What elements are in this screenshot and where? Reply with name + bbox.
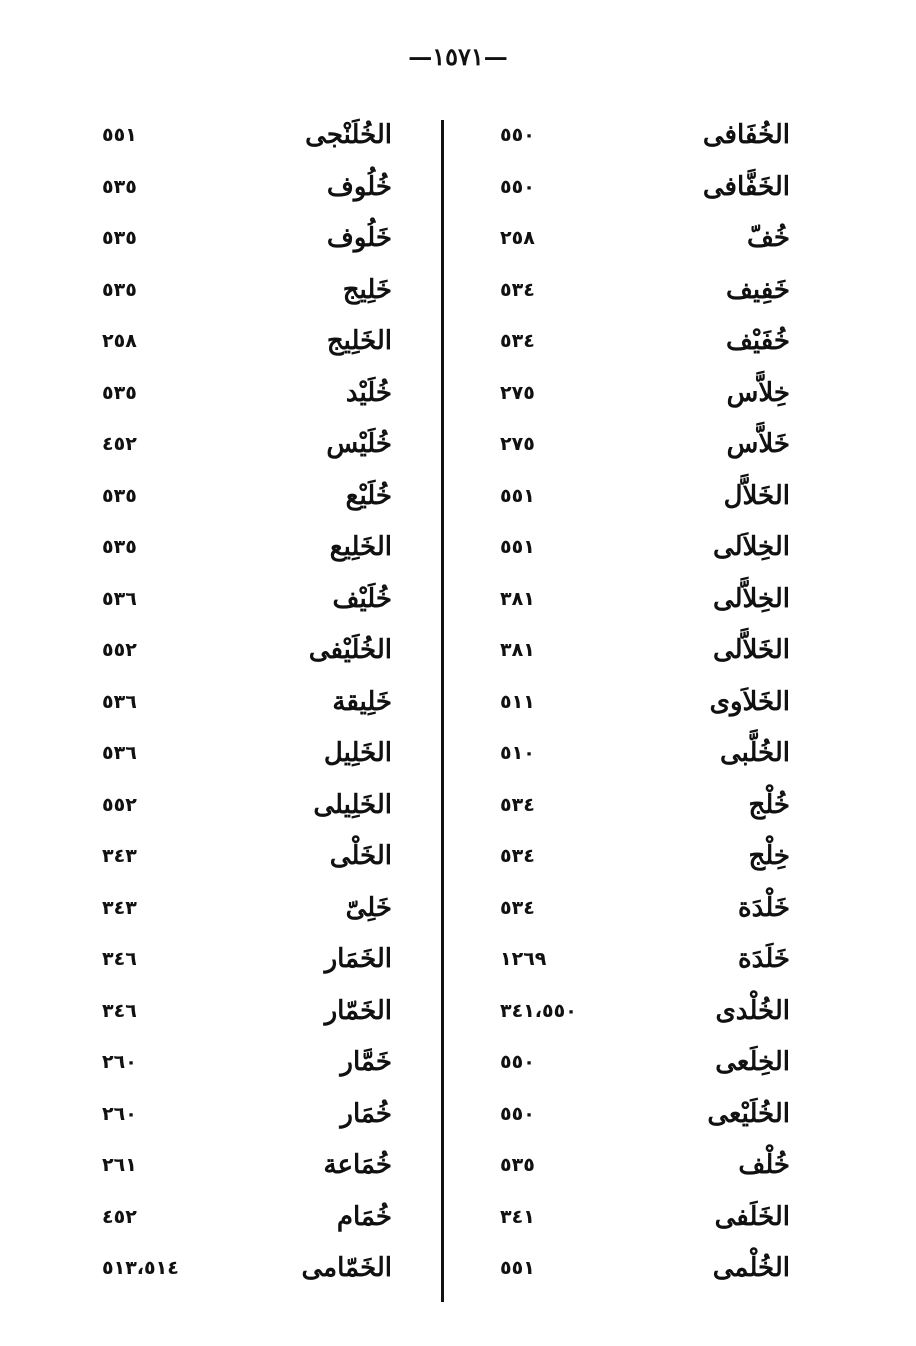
index-entry: [490, 318, 790, 370]
left-column: [92, 112, 392, 1297]
entry-page-number: ٣٤٦: [102, 999, 137, 1022]
index-entry: [490, 833, 790, 885]
index-entry: [92, 421, 392, 473]
entry-page-number: ٥٣٥: [102, 278, 137, 301]
entry-page-number: ٥٣٤: [500, 896, 535, 919]
entry-page-number: ٥٣٥: [102, 175, 137, 198]
entry-word: الخِلاَّلى: [712, 583, 790, 614]
entry-word: خُلْف: [738, 1150, 790, 1180]
entry-page-number: ٣٨١: [500, 587, 535, 610]
entry-page-number: ٥٣٤: [500, 278, 535, 301]
index-entry: [92, 1091, 392, 1143]
index-entry: [92, 988, 392, 1040]
entry-page-number: ٣٤٣: [102, 896, 137, 919]
entry-page-number: ٢٧٥: [500, 433, 535, 455]
entry-page-number: ٥١١: [500, 690, 535, 713]
entry-word: خُمَاعة: [323, 1150, 392, 1180]
index-entry: [490, 473, 790, 525]
entry-word: خُلَيْد: [345, 377, 392, 408]
entry-word: الخَفَّافى: [702, 171, 790, 202]
entry-page-number: ٥٣٥: [102, 381, 137, 404]
entry-page-number: ٣٤٣: [102, 845, 137, 867]
entry-word: خُلَيْف: [332, 583, 392, 614]
entry-page-number: ٥٥١: [500, 484, 535, 507]
entry-page-number: ٥٥١: [500, 1257, 535, 1279]
entry-page-number: ٥٣٤: [500, 845, 535, 867]
column-divider: [441, 120, 444, 1302]
index-entry: [490, 524, 790, 576]
entry-page-number: ٥٣٤: [500, 330, 535, 352]
entry-word: خَلاَّس: [726, 429, 790, 459]
page-number: —١٥٧١—: [408, 42, 508, 71]
entry-page-number: ٥٣٥: [102, 536, 137, 558]
index-entry: [490, 267, 790, 319]
index-entry: [92, 215, 392, 267]
index-entry: [490, 1194, 790, 1246]
entry-word: خَلْدَة: [738, 892, 790, 923]
entry-word: الخَمَار: [324, 944, 392, 974]
entry-word: الخَلاَّل: [723, 480, 790, 511]
entry-page-number: ٥١٠: [500, 742, 535, 764]
entry-page-number: ٢٥٨: [102, 330, 137, 352]
entry-page-number: ٤٥٢: [102, 1205, 137, 1228]
entry-word: الخُلَنْجى: [305, 120, 392, 150]
entry-word: خِلاَّس: [726, 377, 790, 408]
entry-page-number: ٥٥١: [102, 124, 137, 146]
entry-word: خَفِيف: [726, 274, 790, 305]
index-entry: [490, 1142, 790, 1194]
entry-word: خِلْج: [748, 841, 790, 871]
index-entry: [490, 627, 790, 679]
index-entry: [490, 1091, 790, 1143]
index-entry: [490, 1039, 790, 1091]
entry-page-number: ٤٥٢: [102, 433, 137, 455]
index-entry: [92, 267, 392, 319]
entry-word: الخَلَفى: [714, 1201, 790, 1232]
entry-page-number: ٢٦٠: [102, 1102, 137, 1125]
entry-word: الخُفَافى: [702, 120, 790, 150]
index-entry: [490, 215, 790, 267]
index-entry: [92, 782, 392, 834]
index-entry: [490, 936, 790, 988]
index-entry: [92, 627, 392, 679]
entry-word: خُمَام: [336, 1201, 392, 1232]
entry-word: الخُلْدى: [715, 995, 790, 1026]
entry-word: الخَلِيلى: [313, 789, 392, 820]
entry-word: خَلِيقة: [332, 686, 392, 717]
entry-word: خَلُوف: [326, 223, 392, 253]
entry-page-number: ٢٥٨: [500, 227, 535, 249]
entry-word: الخَلْى: [329, 841, 392, 871]
entry-word: الخَمّار: [324, 995, 392, 1026]
entry-page-number: ٥٣٦: [102, 742, 137, 764]
entry-word: الخُلَيْعى: [707, 1098, 790, 1129]
entry-page-number: ٣٤٦: [102, 948, 137, 970]
index-entry: [490, 370, 790, 422]
entry-word: خُمَار: [340, 1098, 392, 1129]
index-entry: [490, 421, 790, 473]
entry-word: خُلُوف: [326, 171, 392, 202]
entry-page-number: ٥٥٢: [102, 793, 137, 816]
index-entry: [490, 1245, 790, 1297]
entry-page-number: ٥٥٠: [500, 175, 535, 198]
entry-page-number: ٣٤١: [500, 1205, 535, 1228]
entry-page-number: ٢٧٥: [500, 381, 535, 404]
index-entry: [490, 112, 790, 164]
index-entry: [490, 679, 790, 731]
entry-word: الخَلِيع: [329, 532, 392, 562]
entry-page-number: ٥٣٥: [102, 484, 137, 507]
index-entry: [490, 988, 790, 1040]
right-column: [490, 112, 790, 1297]
index-entry: [92, 370, 392, 422]
entry-page-number: ٥٥٠: [500, 1051, 535, 1073]
entry-page-number: ٥٣٦: [102, 587, 137, 610]
entry-word: الخَلِيج: [326, 326, 392, 356]
entry-page-number: ٢٦١: [102, 1154, 137, 1176]
index-entry: [490, 576, 790, 628]
entry-page-number: ٢٦٠: [102, 1051, 137, 1073]
index-entry: [92, 1142, 392, 1194]
index-entry: [490, 730, 790, 782]
entry-word: خُلَيْع: [345, 480, 392, 511]
entry-page-number: ٥٥١: [500, 536, 535, 558]
entry-page-number: ٥٥٠: [500, 124, 535, 146]
entry-word: الخِلَعى: [715, 1047, 790, 1077]
entry-word: خُلْج: [748, 789, 790, 820]
index-entry: [490, 885, 790, 937]
index-entry: [92, 1194, 392, 1246]
index-entry: [490, 164, 790, 216]
index-entry: [92, 1039, 392, 1091]
index-entry: [490, 782, 790, 834]
entry-word: الخَلاَّلى: [712, 635, 790, 665]
entry-page-number: ٥٥٢: [102, 639, 137, 661]
entry-word: خَلِىّ: [345, 892, 392, 923]
entry-word: خَلَدَة: [738, 944, 790, 974]
index-entry: [92, 679, 392, 731]
entry-page-number: ٣٤١،٥٥٠: [500, 999, 577, 1022]
entry-page-number: ٣٨١: [500, 639, 535, 661]
index-entry: [92, 112, 392, 164]
entry-page-number: ٥١٣،٥١٤: [102, 1257, 179, 1279]
entry-word: خَلِيج: [342, 274, 392, 305]
entry-word: الخَلاَوى: [709, 686, 790, 717]
index-entry: [92, 524, 392, 576]
index-entry: [92, 936, 392, 988]
index-entry: [92, 885, 392, 937]
entry-page-number: ٥٥٠: [500, 1102, 535, 1125]
entry-page-number: ١٢٦٩: [500, 948, 547, 970]
entry-word: الخُلَّبى: [719, 738, 790, 768]
entry-word: الخِلاَلى: [712, 532, 790, 562]
index-entry: [92, 318, 392, 370]
entry-word: خُفّ: [747, 223, 790, 253]
index-entry: [92, 833, 392, 885]
index-entry: [92, 576, 392, 628]
entry-word: الخُلَيْفى: [308, 635, 392, 665]
index-entry: [92, 1245, 392, 1297]
entry-page-number: ٥٣٥: [500, 1154, 535, 1176]
entry-word: خَمَّار: [340, 1047, 392, 1077]
entry-word: خُفَيْف: [726, 326, 790, 356]
entry-word: الخَلِيل: [323, 738, 392, 768]
entry-word: خُلَيْس: [326, 429, 392, 459]
entry-page-number: ٥٣٦: [102, 690, 137, 713]
index-entry: [92, 164, 392, 216]
entry-page-number: ٥٣٥: [102, 227, 137, 249]
index-entry: [92, 473, 392, 525]
index-entry: [92, 730, 392, 782]
entry-word: الخُلْمى: [712, 1253, 790, 1283]
entry-word: الخَمّامى: [301, 1253, 392, 1283]
entry-page-number: ٥٣٤: [500, 793, 535, 816]
